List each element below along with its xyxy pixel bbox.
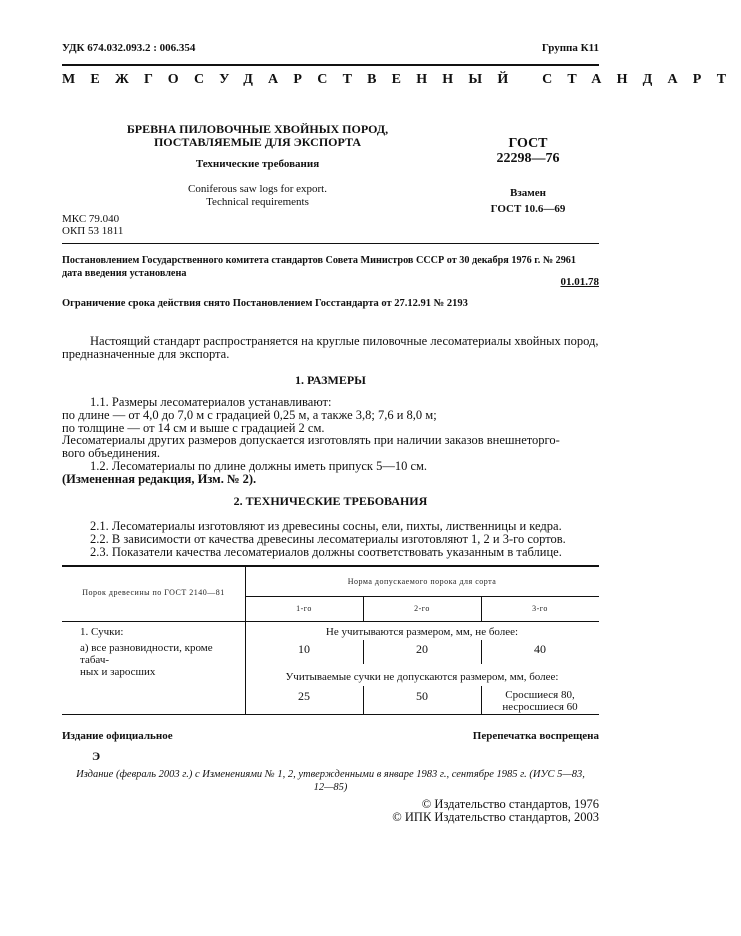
title-block: [105, 123, 410, 149]
table-header-grade-2: 2-го: [414, 604, 430, 613]
s1-line-2: по длине — от 4,0 до 7,0 м с градацией 0,25 м, а также 3,8; 7,6 и 8,0 м;: [62, 407, 437, 422]
val1-grade-1: 10: [298, 642, 310, 656]
copyright-1976: © Издательство стандартов, 1976: [421, 797, 599, 811]
intro-line-1: Настоящий стандарт распространяется на круглые пиловочные лесоматериалы хвойных пород,: [90, 334, 599, 348]
table-header-divider: [245, 596, 599, 597]
effective-date: 01.01.78: [560, 276, 599, 288]
decree-line-1: Постановлением Государственного комитета стандартов Совета Министров СССР от 30 декабря 1976 г. № 2961: [62, 255, 576, 266]
gost-number-block: [468, 136, 588, 166]
copyright-2003: © ИПК Издательство стандартов, 2003: [392, 810, 599, 824]
title-line-2: ПОСТАВЛЯЕМЫЕ ДЛЯ ЭКСПОРТА: [153, 135, 362, 149]
edition-line-1: Издание (февраль 2003 г.) с Изменениями № 1, 2, утвержденными в январе 1983 г., сентябре 1985 г. (ИУС 5—83,: [76, 769, 585, 780]
intro-paragraph: [62, 335, 599, 361]
intro-line-2: предназначенные для экспорта.: [62, 346, 230, 361]
section-2-body: [62, 520, 599, 558]
s1-line-1: 1.1. Размеры лесоматериалов устанавливают:: [90, 395, 332, 409]
separator-rule: [62, 243, 599, 244]
val2-grade-3-line-1: Сросшиеся 80,: [505, 689, 575, 701]
table-header-defect: Порок древесины по ГОСТ 2140—81: [82, 588, 225, 597]
section-1-body: [62, 396, 599, 486]
edition-note: [62, 768, 599, 794]
udk-code: УДК 674.032.093.2 : 006.354: [62, 42, 196, 54]
table-header-norm: Норма допускаемого порока для сорта: [347, 577, 497, 586]
copyright-block: [392, 798, 599, 824]
note-not-counted: Не учитываются размером, мм, не более:: [325, 626, 519, 638]
row-a-line-2: ных и заросших: [80, 666, 156, 678]
s2-line-1: 2.1. Лесоматериалы изготовляют из древесины сосны, ели, пихты, лиственницы и кедра.: [90, 519, 562, 533]
row-knots-type-a: [80, 642, 240, 678]
row-knots-label: 1. Сучки:: [80, 626, 124, 638]
classification-codes: [62, 213, 123, 237]
reprint-notice: Перепечатка воспрещена: [472, 730, 599, 742]
title-en-line-2: Technical requirements: [206, 196, 309, 208]
val1-grade-3: 40: [534, 642, 546, 656]
table-header-grade-1: 1-го: [296, 604, 312, 613]
s1-line-6: 1.2. Лесоматериалы по длине должны иметь припуск 5—10 см.: [90, 458, 428, 473]
s1-line-3: по толщине — от 14 см и выше с градацией 2 см.: [62, 420, 325, 435]
mks-code: МКС 79.040: [62, 213, 120, 225]
replaces-label: Взамен: [510, 187, 546, 199]
s1-line-5: вого объединения.: [62, 446, 160, 461]
replaces-block: [468, 185, 588, 217]
title-subtitle: Технические требования: [195, 158, 320, 170]
official-edition: Издание официальное: [62, 730, 173, 742]
table-bottom-border: [62, 714, 599, 715]
standard-banner: МЕЖГОСУДАРСТВЕННЫЙ СТАНДАРТ: [62, 72, 741, 87]
val2-grade-2: 50: [416, 689, 428, 703]
decree-line-2: дата введения установлена: [62, 268, 187, 279]
section-1-heading: 1. РАЗМЕРЫ: [295, 373, 366, 387]
table-top-border: [62, 565, 599, 567]
title-english: [105, 183, 410, 209]
group-code: Группа К11: [541, 42, 599, 54]
edition-line-2: 12—85): [313, 782, 348, 793]
title-en-line-1: Coniferous saw logs for export.: [187, 183, 327, 195]
s2-line-2: 2.2. В зависимости от качества древесины лесоматериалы изготовляют 1, 2 и 3-го сортов.: [90, 531, 566, 546]
note-not-allowed: Учитываемые сучки не допускаются размером, мм, более:: [285, 671, 559, 683]
s2-line-3: 2.3. Показатели качества лесоматериалов должны соответствовать указанным в таблице.: [90, 544, 562, 559]
title-line-1: БРЕВНА ПИЛОВОЧНЫЕ ХВОЙНЫХ ПОРОД,: [126, 122, 389, 136]
val2-grade-3: [481, 689, 599, 713]
okp-code: ОКП 53 1811: [62, 225, 124, 237]
val2-grade-3-line-2: несросшиеся 60: [502, 701, 578, 713]
row-a-line-1: а) все разновидности, кроме табач-: [80, 642, 213, 666]
table-header-bottom: [62, 621, 599, 622]
replaces-standard: ГОСТ 10.6—69: [490, 203, 566, 215]
decree-text: [62, 254, 576, 280]
top-rule: [62, 64, 599, 66]
table-header-grade-3: 3-го: [532, 604, 548, 613]
val2-grade-1: 25: [298, 689, 310, 703]
val1-grade-2: 20: [416, 642, 428, 656]
s1-line-4: Лесоматериалы других размеров допускается изготовлять при наличии заказов внешнеторго-: [62, 433, 560, 448]
limit-text: Ограничение срока действия снято Постановлением Госстандарта от 27.12.91 № 2193: [62, 298, 468, 309]
section-2-heading: 2. ТЕХНИЧЕСКИЕ ТРЕБОВАНИЯ: [233, 494, 428, 508]
gost-label: ГОСТ: [508, 136, 548, 151]
publisher-mark: Э: [92, 749, 101, 763]
s1-line-7: (Измененная редакция, Изм. № 2).: [62, 471, 257, 486]
gost-number: 22298—76: [496, 151, 560, 166]
